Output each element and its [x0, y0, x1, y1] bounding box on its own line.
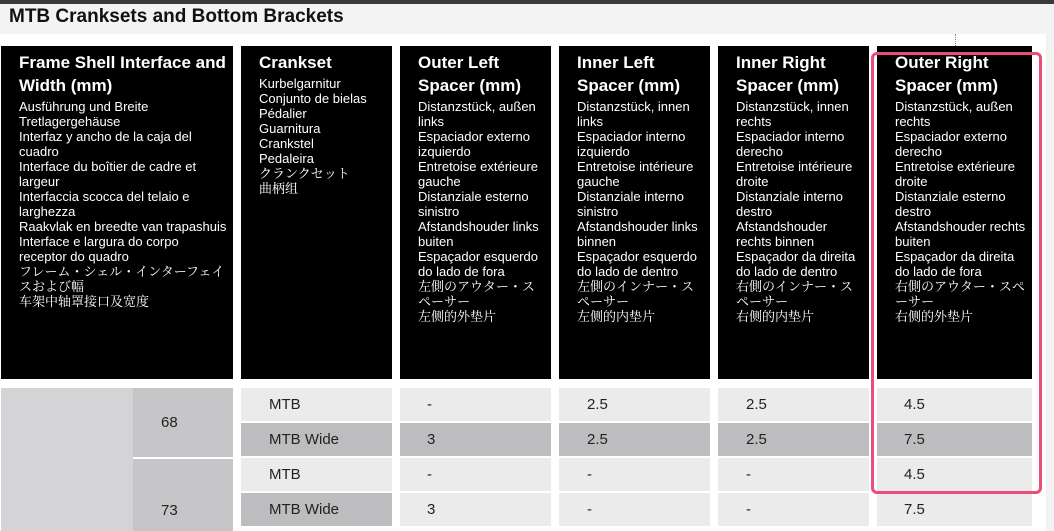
header-translation-line: 右側のインナー・スペーサー [736, 279, 854, 309]
header-title: Inner Right Spacer (mm) [736, 53, 839, 95]
header-translation-line: Distanzstück, außen rechts [895, 99, 1013, 129]
inner-left-cell: - [559, 458, 710, 491]
inner-right-cell: - [718, 493, 869, 526]
header-translation-line: 车架中轴罩接口及宽度 [19, 294, 150, 309]
outer-right-cell: 7.5 [877, 423, 1032, 456]
header-outer-left-spacer [400, 46, 551, 379]
header-translation-line: Espaçador da direita do lado de fora [895, 249, 1015, 279]
header-translation-line: Afstandshouder rechts buiten [895, 219, 1026, 249]
header-translation-line: Raakvlak en breedte van trapashuis [19, 219, 227, 234]
outer-right-cell: 4.5 [877, 388, 1032, 421]
frame-width-73: 73 [133, 459, 233, 531]
header-translations [577, 99, 704, 324]
header-translation-line: Distanziale esterno destro [895, 189, 1006, 219]
header-title: Inner Left Spacer (mm) [577, 53, 680, 95]
inner-left-cell: 2.5 [559, 423, 710, 456]
outer-right-cell: 4.5 [877, 458, 1032, 491]
inner-left-cell: 2.5 [559, 388, 710, 421]
header-translation-line: Pedaleira [259, 151, 314, 166]
header-translation-line: 左侧的外垫片 [418, 309, 497, 324]
header-translation-line: Afstandshouder links binnen [577, 219, 698, 249]
header-translation-line: Afstandshouder links buiten [418, 219, 539, 249]
header-translations [418, 99, 545, 324]
outer-left-cell: - [400, 458, 551, 491]
header-translation-line: Conjunto de bielas [259, 91, 367, 106]
header-translation-line: Interface e largura do corpo receptor do quadro [19, 234, 179, 264]
header-translation-line: 左侧的内垫片 [577, 309, 656, 324]
header-translation-line: Distanzstück, außen links [418, 99, 536, 129]
header-translation-line: Espaçador esquerdo do lado de fora [418, 249, 538, 279]
column-guide [955, 34, 956, 46]
header-translation-line: Espaçador esquerdo do lado de dentro [577, 249, 697, 279]
header-translation-line: Espaciador externo derecho [895, 129, 1008, 159]
header-translation-line: Entretoise extérieure droite [895, 159, 1015, 189]
header-translation-line: Ausführung und Breite Tretlagergehäuse [19, 99, 149, 129]
inner-right-cell: - [718, 458, 869, 491]
outer-right-column-highlight [871, 52, 1042, 494]
outer-right-cell: 7.5 [877, 493, 1032, 526]
header-translation-line: Guarnitura [259, 121, 321, 136]
header-inner-right-spacer [718, 46, 869, 379]
outer-left-cell: 3 [400, 423, 551, 456]
header-translations [19, 99, 227, 309]
crankset-cell: MTB Wide [241, 423, 392, 456]
header-title: Outer Left Spacer (mm) [418, 53, 521, 95]
header-translation-line: Espaciador externo izquierdo [418, 129, 531, 159]
header-translation-line: Entretoise intérieure droite [736, 159, 853, 189]
header-translation-line: Espaciador interno izquierdo [577, 129, 686, 159]
header-translation-line: Interface du boîtier de cadre et largeur [19, 159, 197, 189]
header-translation-line: Distanziale esterno sinistro [418, 189, 529, 219]
page-title: MTB Cranksets and Bottom Brackets [9, 6, 344, 27]
header-translation-line: 左側のインナー・スペーサー [577, 279, 695, 309]
header-translation-line: 右侧的外垫片 [895, 309, 974, 324]
inner-right-cell: 2.5 [718, 388, 869, 421]
inner-left-cell: - [559, 493, 710, 526]
header-translation-line: Entretoise extérieure gauche [418, 159, 538, 189]
header-title: Crankset [259, 53, 332, 72]
header-title: Outer Right Spacer (mm) [895, 53, 998, 95]
crankset-cell: MTB [241, 458, 392, 491]
inner-right-cell: 2.5 [718, 423, 869, 456]
crankset-cell: MTB [241, 388, 392, 421]
header-translation-line: Distanziale interno sinistro [577, 189, 684, 219]
header-translation-line: 右侧的内垫片 [736, 309, 815, 324]
header-translation-line: Espaciador interno derecho [736, 129, 845, 159]
header-translation-line: Crankstel [259, 136, 314, 151]
header-title: Frame Shell Interface and Width (mm) [19, 53, 226, 95]
crankset-cell: MTB Wide [241, 493, 392, 526]
header-translation-line: クランクセット [259, 166, 350, 181]
header-translation-line: フレーム・シェル・インターフェイスおよび幅 [19, 264, 225, 294]
header-translation-line: Distanzstück, innen rechts [736, 99, 849, 129]
header-inner-left-spacer [559, 46, 710, 379]
header-crankset [241, 46, 392, 379]
outer-left-cell: - [400, 388, 551, 421]
header-translation-line: Entretoise intérieure gauche [577, 159, 694, 189]
outer-left-cell: 3 [400, 493, 551, 526]
header-translations [259, 76, 386, 196]
header-translation-line: Kurbelgarnitur [259, 76, 341, 91]
header-translations [736, 99, 863, 324]
header-translation-line: Interfaccia scocca del telaio e larghezza [19, 189, 190, 219]
header-frame-shell [1, 46, 233, 379]
header-translation-line: Espaçador da direita do lado de dentro [736, 249, 856, 279]
frame-shell-empty-cell [1, 388, 133, 531]
header-translation-line: Interfaz y ancho de la caja del cuadro [19, 129, 192, 159]
header-translation-line: Afstandshouder rechts binnen [736, 219, 828, 249]
frame-width-68: 68 [133, 388, 233, 457]
header-translation-line: Distanzstück, innen links [577, 99, 690, 129]
header-translation-line: Pédalier [259, 106, 307, 121]
header-translation-line: 左側のアウター・スペーサー [418, 279, 535, 309]
header-translation-line: 曲柄组 [259, 181, 299, 196]
vertical-scrollbar[interactable] [1046, 34, 1054, 531]
header-translation-line: Distanziale interno destro [736, 189, 843, 219]
header-translation-line: 右側のアウター・スペーサー [895, 279, 1025, 309]
